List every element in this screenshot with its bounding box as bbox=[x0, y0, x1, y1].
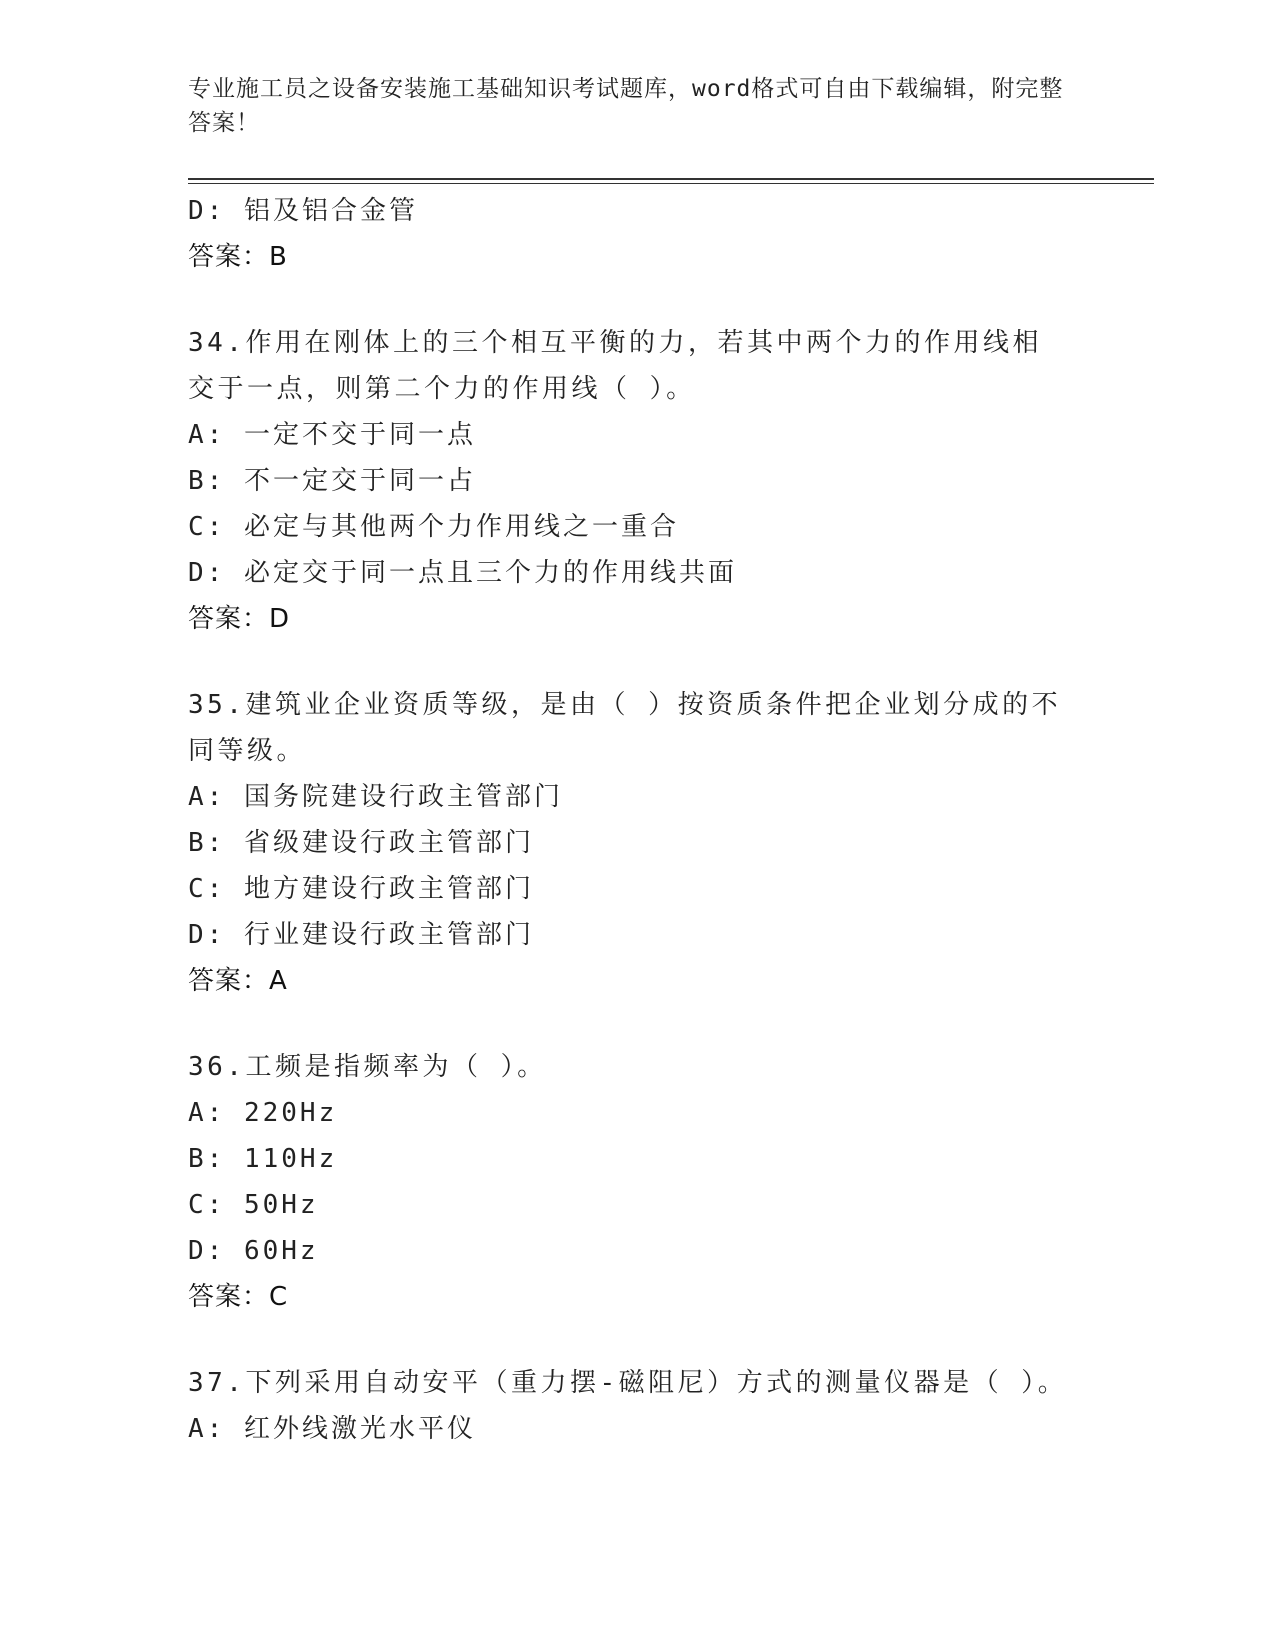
question-stem: 34.作用在刚体上的三个相互平衡的力，若其中两个力的作用线相交于一点，则第二个力的作用线（ ）。 bbox=[188, 328, 1042, 404]
option-c: C: 必定与其他两个力作用线之一重合 bbox=[188, 512, 679, 542]
document-header: 专业施工员之设备安装施工基础知识考试题库，word格式可自由下载编辑，附完整答案！ bbox=[188, 76, 1064, 136]
option-d: D: 铝及铝合金管 bbox=[188, 196, 418, 226]
answer: 答案：B bbox=[188, 242, 288, 272]
answer: 答案：C bbox=[188, 1282, 289, 1312]
option-a: A: 一定不交于同一点 bbox=[188, 420, 476, 450]
option-d: D: 行业建设行政主管部门 bbox=[188, 920, 534, 950]
option-a: A: 220Hz bbox=[188, 1098, 338, 1128]
header-divider-thin bbox=[188, 183, 1154, 184]
answer: 答案：A bbox=[188, 966, 288, 996]
question-36 bbox=[188, 1044, 1088, 1320]
question-34 bbox=[188, 320, 1088, 642]
question-37 bbox=[188, 1360, 1088, 1452]
question-stem: 36.工频是指频率为（ ）。 bbox=[188, 1052, 547, 1082]
option-b: B: 不一定交于同一占 bbox=[188, 466, 476, 496]
option-c: C: 地方建设行政主管部门 bbox=[188, 874, 534, 904]
answer: 答案：D bbox=[188, 604, 291, 634]
option-b: B: 110Hz bbox=[188, 1144, 338, 1174]
option-d: D: 必定交于同一点且三个力的作用线共面 bbox=[188, 558, 737, 588]
option-d: D: 60Hz bbox=[188, 1236, 319, 1266]
question-list bbox=[188, 188, 1088, 1452]
option-a: A: 国务院建设行政主管部门 bbox=[188, 782, 563, 812]
question-stem: 37.下列采用自动安平（重力摆-磁阻尼）方式的测量仪器是（ ）。 bbox=[188, 1368, 1068, 1398]
question-35 bbox=[188, 682, 1088, 1004]
option-c: C: 50Hz bbox=[188, 1190, 319, 1220]
question-stem: 35.建筑业企业资质等级，是由（ ）按资质条件把企业划分成的不同等级。 bbox=[188, 690, 1062, 766]
option-a: A: 红外线激光水平仪 bbox=[188, 1414, 476, 1444]
option-b: B: 省级建设行政主管部门 bbox=[188, 828, 534, 858]
header-divider-thick bbox=[188, 178, 1154, 180]
